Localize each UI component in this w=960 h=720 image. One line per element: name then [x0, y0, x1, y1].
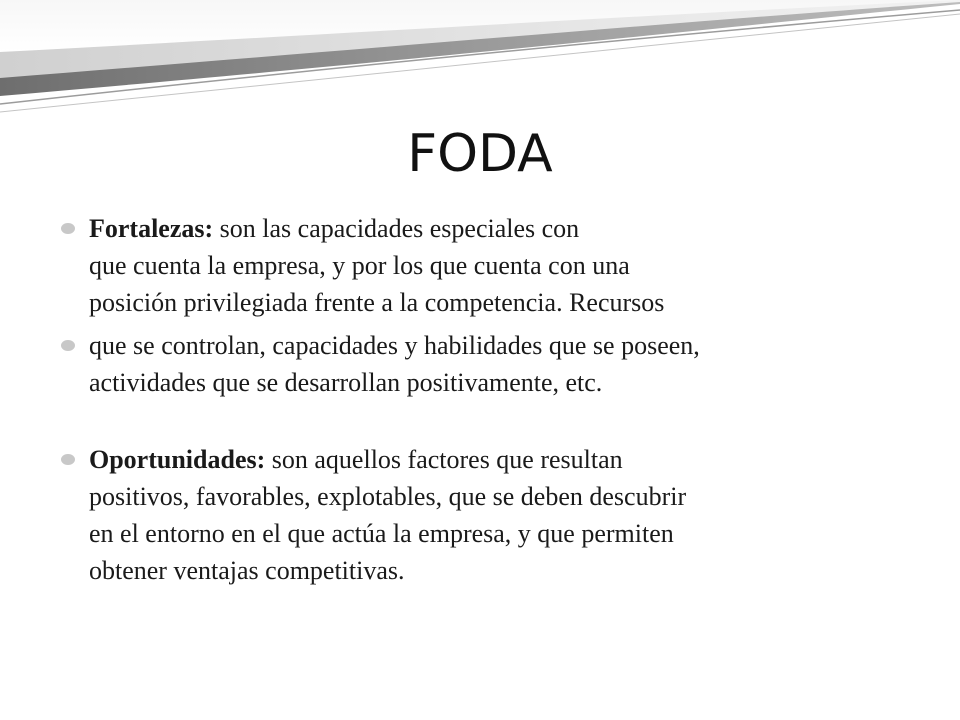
bullet-line: posición privilegiada frente a la competencia. Recursos [89, 288, 665, 317]
bullet-dot-icon [61, 223, 75, 234]
bullet-text: que se controlan, capacidades y habilidades que se poseen, [89, 331, 700, 360]
bullet-recursos [60, 327, 920, 401]
bullet-text: son aquellos factores que resultan [265, 445, 623, 474]
bullet-list [60, 210, 920, 589]
bullet-text: son las capacidades especiales con [213, 214, 580, 243]
bullet-oportunidades [60, 441, 920, 589]
bullet-line: positivos, favorables, explotables, que se deben descubrir [89, 482, 687, 511]
bullet-fortalezas [60, 210, 920, 321]
bullet-dot-icon [61, 340, 75, 351]
bullet-term: Oportunidades: [89, 445, 266, 474]
bullet-line: que cuenta la empresa, y por los que cuenta con una [89, 251, 630, 280]
bullet-line: obtener ventajas competitivas. [89, 556, 405, 585]
slide-title: FODA [407, 124, 553, 184]
header-swoosh-decoration [0, 0, 960, 130]
bullet-line: actividades que se desarrollan positivamente, etc. [89, 368, 603, 397]
bullet-term: Fortalezas: [89, 214, 214, 243]
bullet-dot-icon [61, 454, 75, 465]
bullet-line: en el entorno en el que actúa la empresa, y que permiten [89, 519, 674, 548]
